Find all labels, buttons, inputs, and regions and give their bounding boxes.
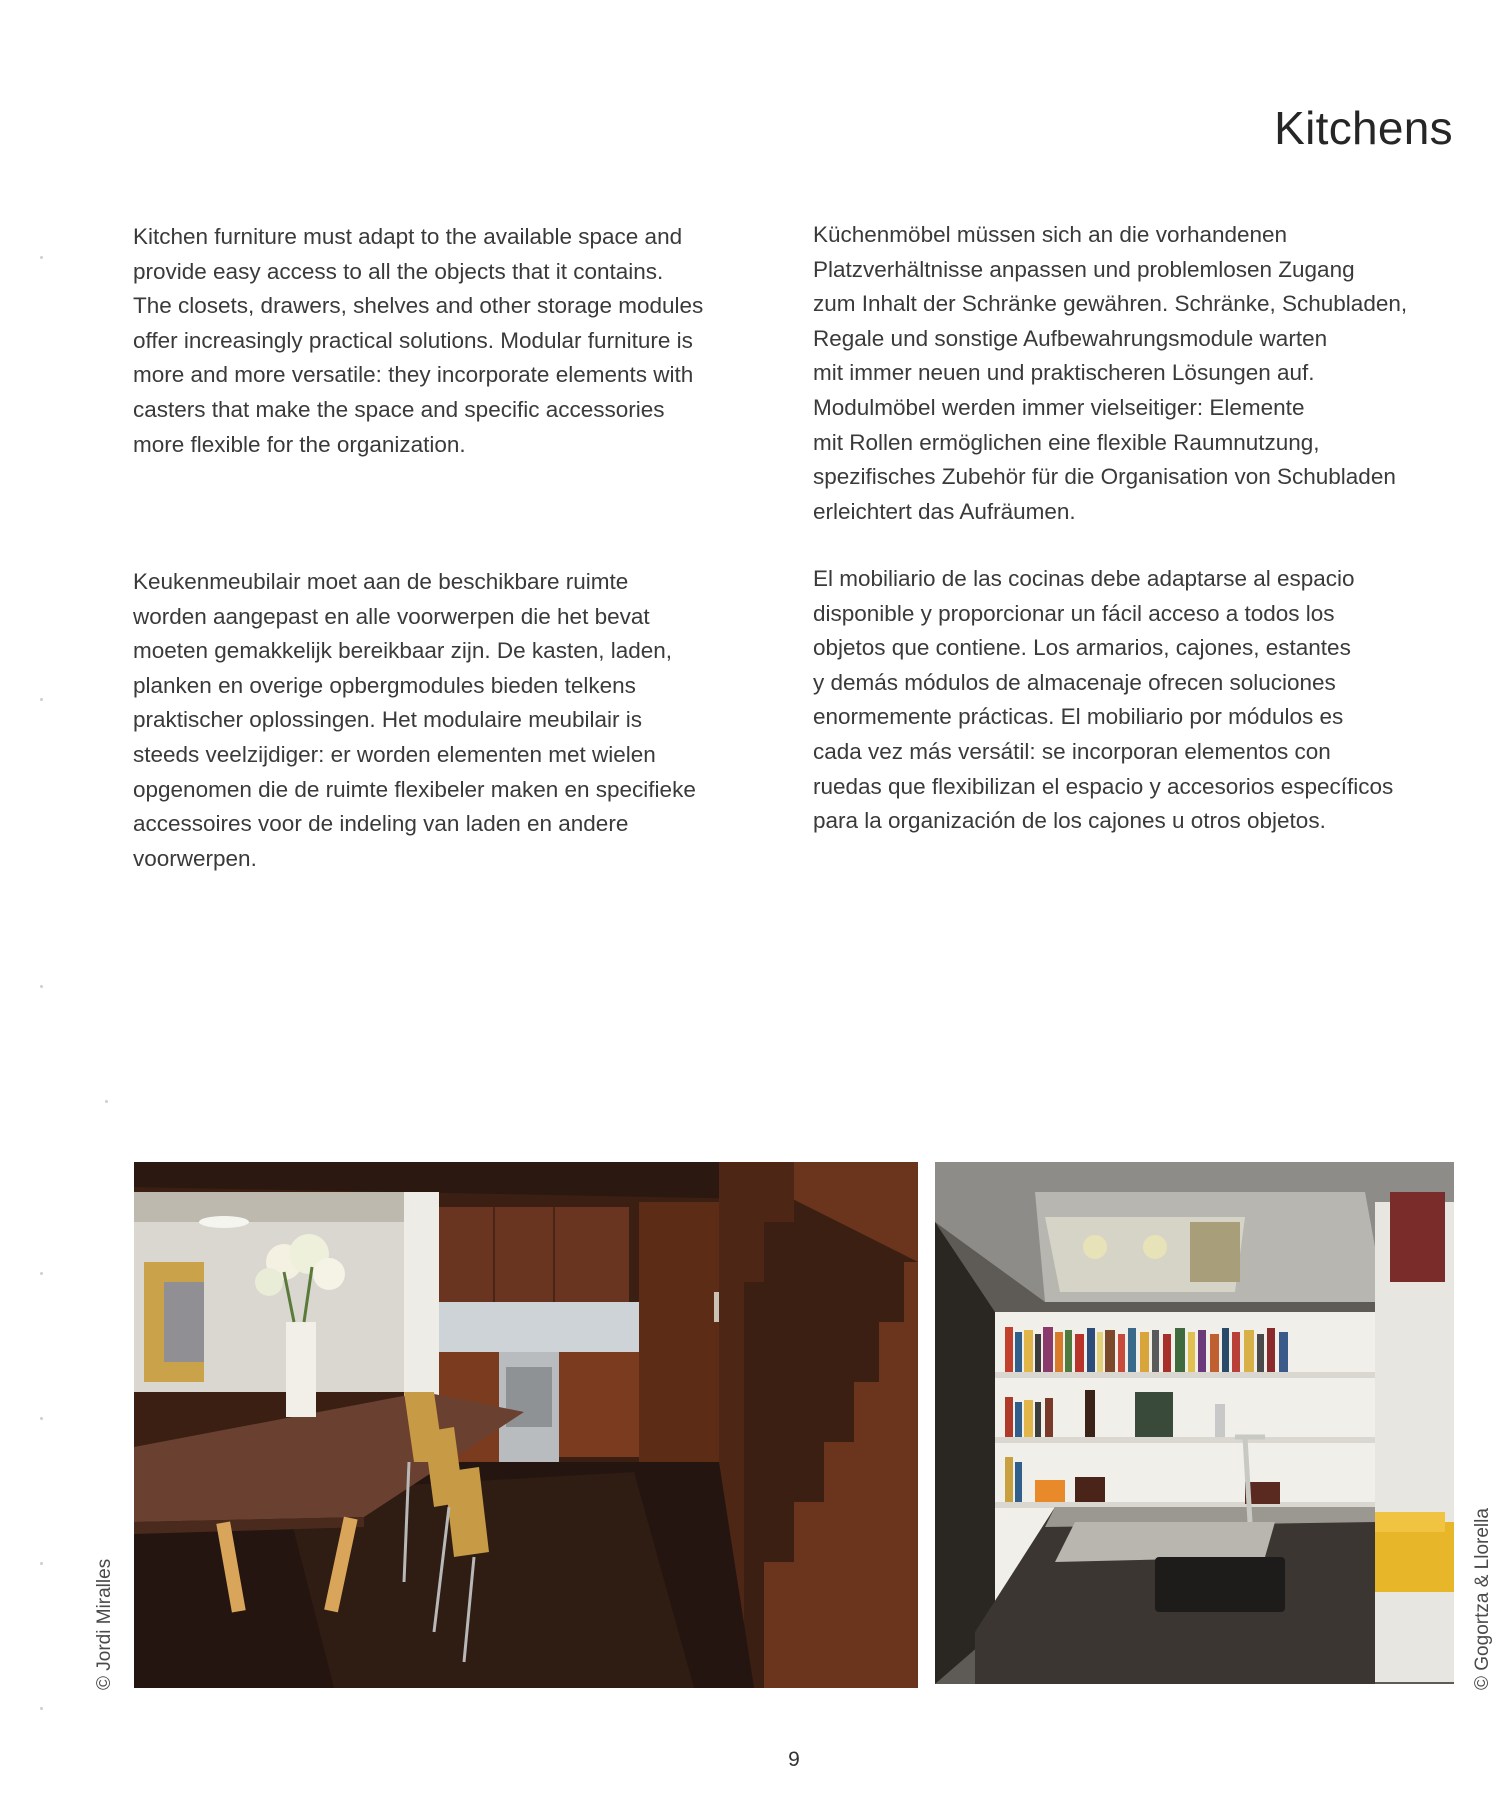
- paragraph-spanish: El mobiliario de las cocinas debe adaptarse al espacio disponible y proporcionar un fácil acceso a todos los objetos que contiene. Los armarios, cajones, estantes y demás módulos de almacenaje ofrecen soluciones enormemente prácticas. El mobiliario por módulos es cada vez más versátil: se incorporan elementos con ruedas que flexibilizan el espacio y accesorios específicos para la organización de los cajones u otros objetos.: [813, 566, 1394, 834]
- page-title: Kitchens: [1274, 101, 1453, 154]
- margin-speck: [40, 1707, 43, 1710]
- margin-speck: [40, 1562, 43, 1565]
- margin-speck: [105, 1100, 108, 1103]
- text-column-english: [133, 220, 773, 462]
- text-column-spanish: [813, 562, 1453, 839]
- paragraph-dutch: Keukenmeubilair moet aan de beschikbare ruimte worden aangepast en alle voorwerpen die het bevat moeten gemakkelijk bereikbaar zijn. De kasten, laden, planken en overige opbergmodules bieden telkens praktischer oplossingen. Het modulaire meubilair is steeds veelzijdiger: er worden elementen met wielen opgenomen die de ruimte flexibeler maken en specifieke accessoires voor de indeling van laden en andere voorwerpen.: [133, 569, 696, 871]
- paragraph-german: Küchenmöbel müssen sich an die vorhandenen Platzverhältnisse anpassen und problemlosen Zugang zum Inhalt der Schränke gewähren. Schränke, Schubladen, Regale und sonstige Aufbewahrungsmodule warten mit immer neuen und praktischeren Lösungen auf. Modulmöbel werden immer vielseitiger: Elemente mit Rollen ermöglichen eine flexible Raumnutzung, spezifisches Zubehör für die Organisation von Schubladen erleichtert das Aufräumen.: [813, 222, 1408, 524]
- kitchen-photo-left: [134, 1162, 918, 1688]
- margin-speck: [40, 1272, 43, 1275]
- kitchen-photo-right-image: [935, 1162, 1454, 1684]
- margin-speck: [40, 698, 43, 701]
- margin-speck: [40, 985, 43, 988]
- margin-speck: [40, 1417, 43, 1420]
- text-column-german: [813, 218, 1453, 529]
- kitchen-photo-left-image: [134, 1162, 918, 1688]
- photo-credit-left: © Jordi Miralles: [94, 1558, 115, 1690]
- text-column-dutch: [133, 565, 773, 876]
- page-number: 9: [788, 1748, 800, 1771]
- margin-speck: [40, 256, 43, 259]
- photo-credit-right: © Gogortza & Llorella: [1472, 1508, 1493, 1690]
- paragraph-english: Kitchen furniture must adapt to the available space and provide easy access to all the objects that it contains. The closets, drawers, shelves and other storage modules offer increasingly practical solutions. Modular furniture is more and more versatile: they incorporate elements with casters that make the space and specific accessories more flexible for the organization.: [133, 224, 704, 457]
- kitchen-photo-right: [935, 1162, 1454, 1684]
